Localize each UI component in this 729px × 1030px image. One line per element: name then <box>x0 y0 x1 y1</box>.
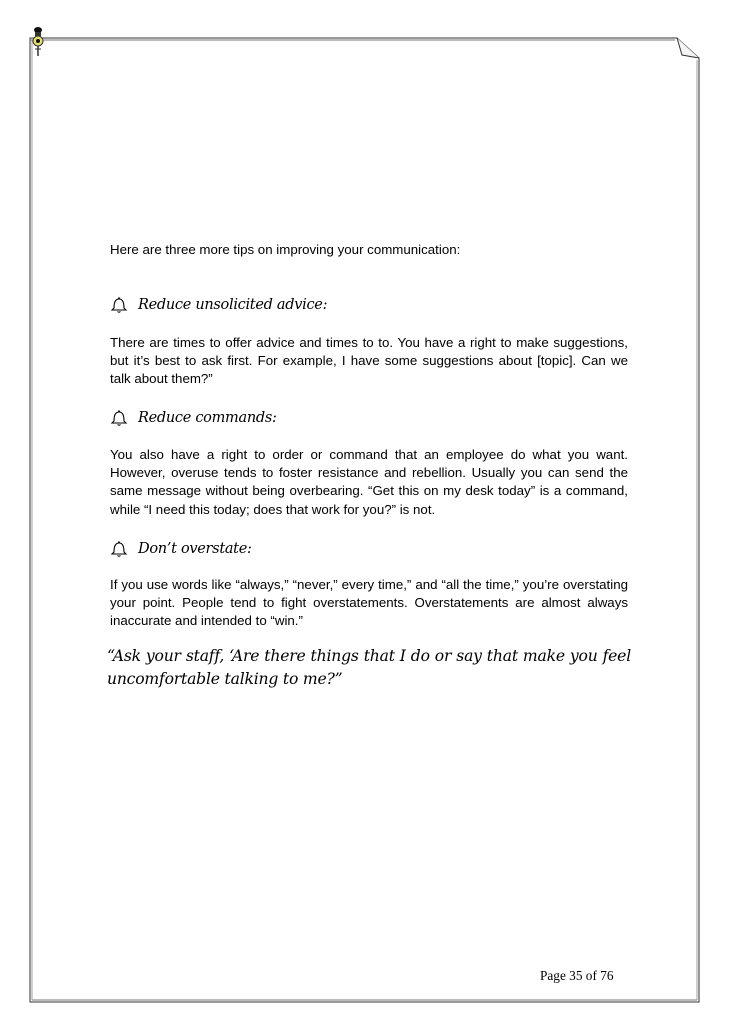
pull-quote: “Ask your staff, ‘Are there things that I do or say that make you feel uncomfortable talking to me?” <box>107 647 631 688</box>
tip-body-advice: There are times to offer advice and times to to. You have a right to make suggestions, but it’s best to ask first. For example, I have some suggestions about [topic]. Can we talk about them?” <box>110 335 628 387</box>
tip-body-commands: You also have a right to order or command that an employee do what you want. However, overuse tends to foster resistance and rebellion. Usually you can send the same message without being overbearing. “Get this on my desk today” is a command, while “I need this today; does that work for you?” is not. <box>110 447 628 517</box>
page-number: Page 35 of 76 <box>540 968 614 983</box>
tip-heading-overstate <box>110 538 628 560</box>
tip-heading-commands <box>110 407 628 429</box>
bell-icon <box>110 296 128 314</box>
tip-heading-label: Don’t overstate: <box>138 541 252 557</box>
tip-heading-label: Reduce unsolicited advice: <box>138 297 328 313</box>
tip-heading-label: Reduce commands: <box>138 410 277 426</box>
tip-heading-advice <box>110 294 628 316</box>
bell-icon <box>110 540 128 558</box>
pushpin-icon <box>28 26 48 60</box>
tip-body-overstate: If you use words like “always,” “never,” every time,” and “all the time,” you’re overstating your point. People tend to fight overstatements. Overstatements are almost always inaccurate and intended to “win.” <box>110 577 628 629</box>
intro-text: Here are three more tips on improving your communication: <box>110 242 461 257</box>
bell-icon <box>110 409 128 427</box>
